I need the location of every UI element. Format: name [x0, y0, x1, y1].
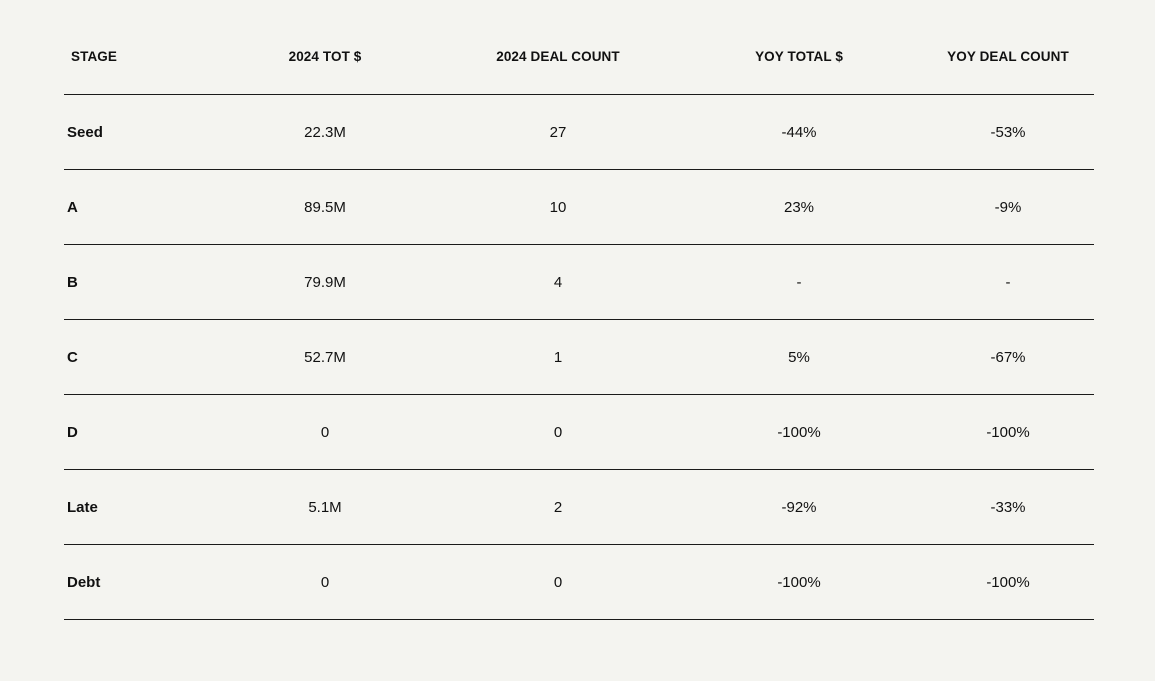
tot-cell: 79.9M: [304, 273, 346, 291]
stage-cell: D: [67, 423, 78, 441]
deal-count-cell: 2: [553, 498, 563, 516]
stage-cell: Debt: [67, 573, 101, 591]
deal-count-cell: 10: [549, 198, 567, 216]
tot-cell: 22.3M: [304, 123, 346, 141]
stage-cell: Seed: [67, 123, 103, 141]
stage-cell: B: [67, 273, 78, 291]
tot-cell: 52.7M: [304, 348, 346, 366]
tot-cell: 0: [320, 423, 330, 441]
yoy-total-cell: 5%: [788, 348, 810, 366]
yoy-deal-count-cell: -67%: [990, 348, 1026, 366]
table-row: [64, 170, 1094, 245]
yoy-total-cell: -: [796, 273, 802, 291]
table-header-row: [64, 0, 1094, 95]
stage-cell: Late: [67, 498, 98, 516]
header-yoy-total: YOY TOTAL $: [755, 48, 843, 64]
yoy-total-cell: -92%: [781, 498, 817, 516]
table-row: [64, 395, 1094, 470]
yoy-deal-count-cell: -100%: [986, 573, 1030, 591]
yoy-total-cell: -100%: [777, 423, 821, 441]
yoy-total-cell: -44%: [781, 123, 817, 141]
table-row: [64, 245, 1094, 320]
yoy-total-cell: -100%: [777, 573, 821, 591]
table-row: [64, 320, 1094, 395]
table-row: [64, 95, 1094, 170]
stage-cell: C: [67, 348, 78, 366]
header-yoy-deal-count: YOY DEAL COUNT: [947, 48, 1069, 64]
deal-count-cell: 1: [553, 348, 563, 366]
header-2024-deal-count: 2024 DEAL COUNT: [496, 48, 620, 64]
table-row: [64, 470, 1094, 545]
stage-cell: A: [67, 198, 78, 216]
yoy-deal-count-cell: -: [1005, 273, 1011, 291]
stage-table: [64, 0, 1094, 620]
header-2024-tot: 2024 TOT $: [288, 48, 362, 64]
table-row: [64, 545, 1094, 620]
deal-count-cell: 0: [553, 573, 563, 591]
yoy-deal-count-cell: -100%: [986, 423, 1030, 441]
deal-count-cell: 4: [553, 273, 563, 291]
yoy-deal-count-cell: -9%: [994, 198, 1022, 216]
yoy-total-cell: 23%: [783, 198, 815, 216]
tot-cell: 5.1M: [308, 498, 342, 516]
tot-cell: 0: [320, 573, 330, 591]
deal-count-cell: 27: [549, 123, 567, 141]
deal-count-cell: 0: [553, 423, 563, 441]
yoy-deal-count-cell: -33%: [990, 498, 1026, 516]
header-stage: STAGE: [71, 48, 118, 64]
yoy-deal-count-cell: -53%: [990, 123, 1026, 141]
tot-cell: 89.5M: [304, 198, 346, 216]
